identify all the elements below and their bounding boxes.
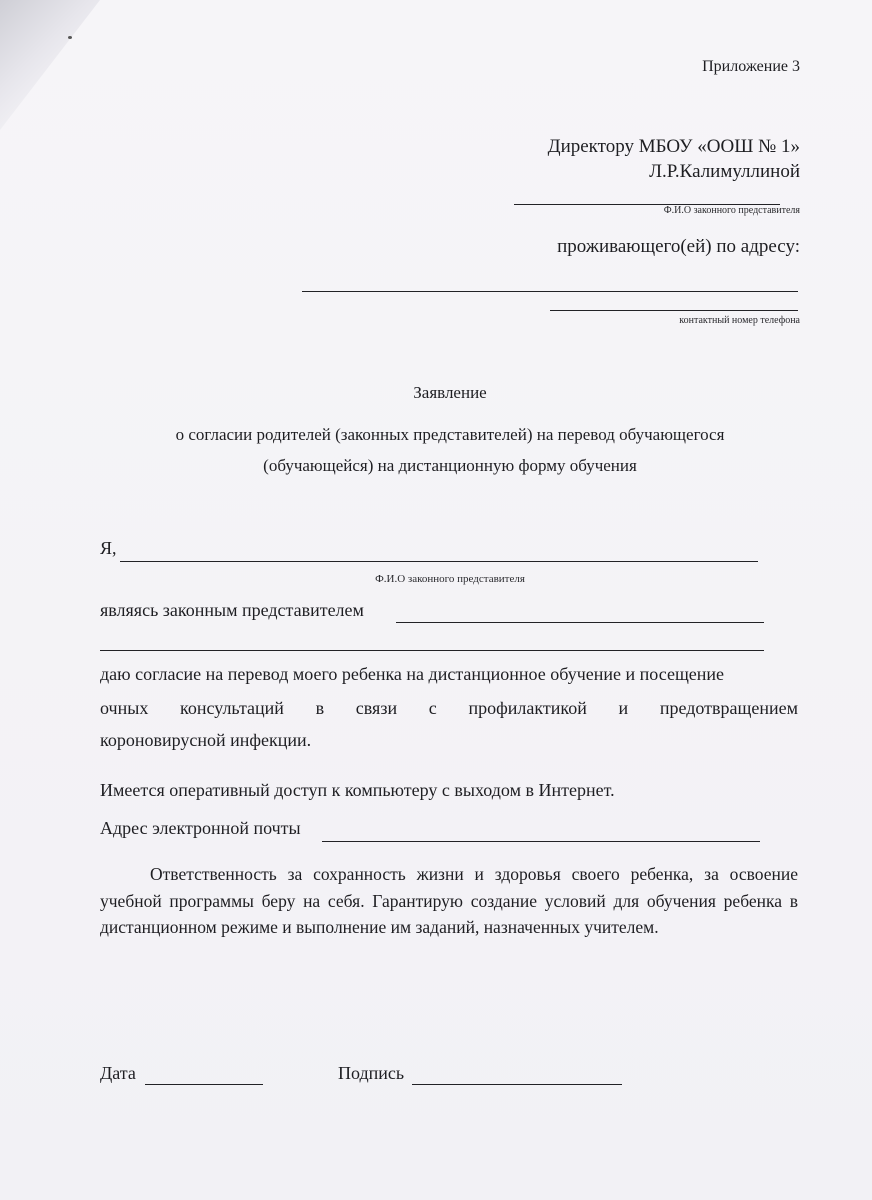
fio-line (120, 561, 758, 562)
consent-word: консультаций (180, 698, 284, 718)
appendix-label: Приложение 3 (702, 58, 800, 75)
consent-line-1: даю согласие на перевод моего ребенка на дистанционное обучение и посещение (100, 664, 725, 684)
fio-caption: Ф.И.О законного представителя (375, 573, 525, 585)
internet-access-statement: Имеется оперативный доступ к компьютеру с выходом в Интернет. (100, 780, 615, 800)
subtitle-line-2: (обучающейся) на дистанционную форму обучения (263, 456, 637, 475)
addressee-to: Директору МБОУ «ООШ № 1» (547, 136, 800, 157)
consent-line-3: короновирусной инфекции. (100, 730, 312, 750)
i-label: Я, (100, 538, 117, 558)
addressee-name: Л.Р.Калимуллиной (649, 161, 800, 182)
child-name-line (396, 622, 764, 623)
subtitle-line-1: о согласии родителей (законных представителей) на перевод обучающегося (175, 425, 725, 444)
email-line (322, 841, 760, 842)
consent-word: связи (355, 698, 398, 718)
consent-word: профилактикой (468, 698, 587, 718)
consent-word: с (428, 698, 437, 718)
consent-line-2 (100, 698, 798, 719)
child-name-line-2 (100, 650, 764, 651)
date-label: Дата (100, 1063, 136, 1083)
living-address-label: проживающего(ей) по адресу: (557, 236, 800, 257)
responsibility-paragraph: Ответственность за сохранность жизни и здоровья своего ребенка, за освоение учебной программы беру на себя. Гарантирую создание условий для обучения ребенка в дистанционном режиме и выполнение им заданий, назначенных учителем. (100, 864, 798, 937)
phone-caption: контактный номер телефона (679, 315, 800, 326)
folded-corner (0, 0, 100, 130)
consent-word: очных (100, 698, 149, 718)
signature-line (412, 1084, 622, 1085)
date-line (145, 1084, 263, 1085)
address-line (302, 291, 798, 292)
being-rep-label: являясь законным представителем (100, 600, 364, 620)
email-label: Адрес электронной почты (100, 818, 301, 838)
scan-speck (68, 36, 72, 39)
phone-line (550, 310, 798, 311)
consent-word: и (618, 698, 629, 718)
consent-word: в (315, 698, 325, 718)
rep-name-caption: Ф.И.О законного представителя (663, 205, 800, 216)
signature-label: Подпись (338, 1063, 405, 1083)
document-title: Заявление (413, 383, 487, 402)
consent-word: предотвращением (659, 698, 798, 718)
